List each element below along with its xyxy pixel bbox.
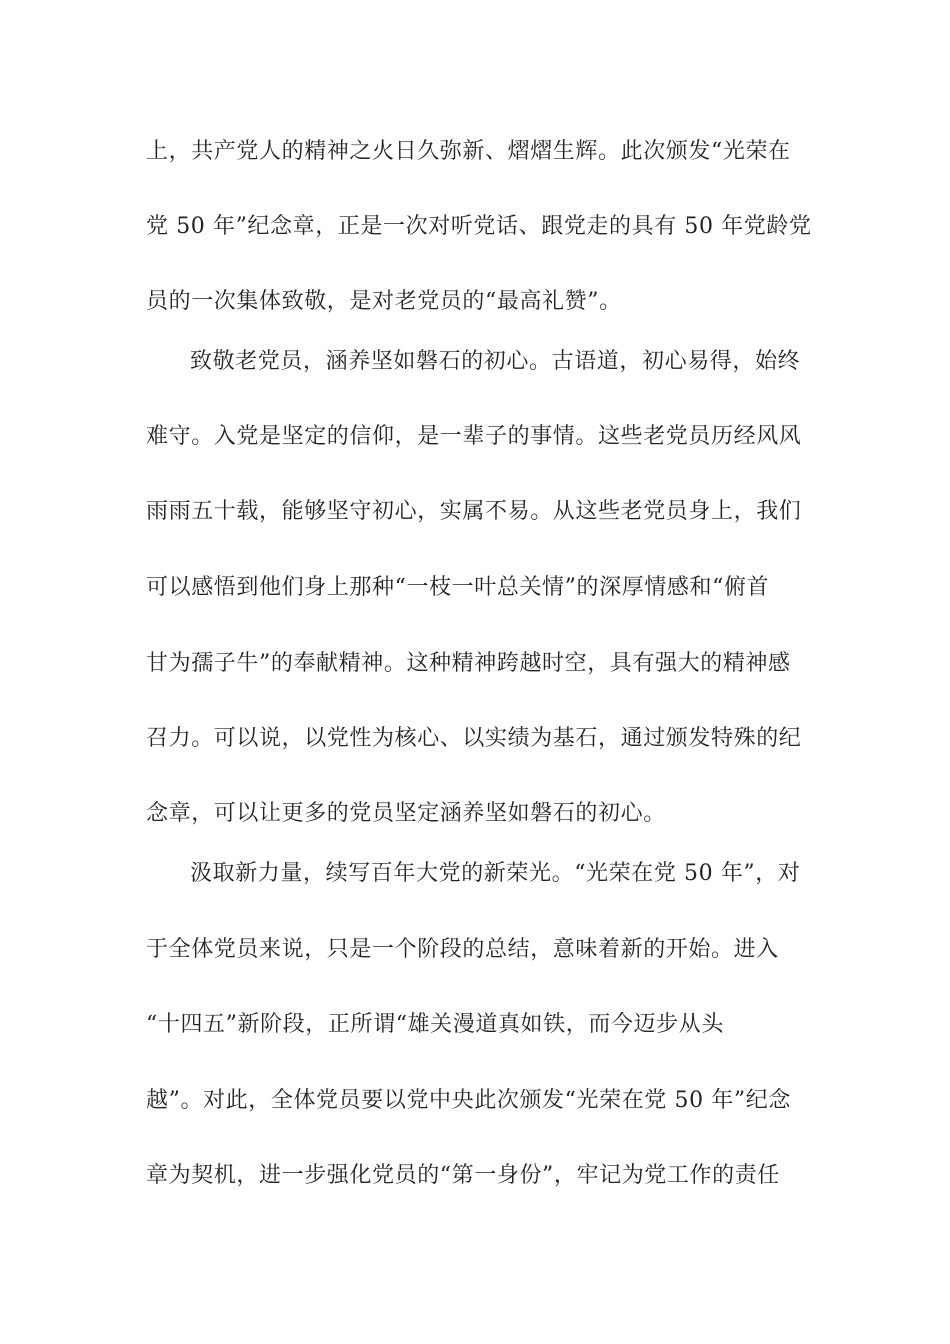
text-line: 上，共产党人的精神之火日久弥新、熠熠生辉。此次颁发“光荣在 [146, 139, 791, 164]
text-line: 章为契机，进一步强化党员的“第一身份”，牢记为党工作的责任 [146, 1163, 780, 1188]
text-line: 召力。可以说，以党性为核心、以实绩为基石，通过颁发特殊的纪 [146, 726, 802, 751]
text-line: 员的一次集体致敬，是对老党员的“最高礼赞”。 [146, 289, 622, 314]
text-line: 于全体党员来说，只是一个阶段的总结，意味着新的开始。进入 [146, 937, 779, 962]
text-line: 可以感悟到他们身上那种“一枝一叶总关情”的深厚情感和“俯首 [146, 575, 770, 600]
paragraph-start-line: 致敬老党员，涵养坚如磐石的初心。古语道，初心易得，始终 [190, 349, 801, 374]
paragraph-start-line: 汲取新力量，续写百年大党的新荣光。“光荣在党 50 年”，对 [190, 861, 801, 886]
text-line: 越”。对此，全体党员要以党中央此次颁发“光荣在党 50 年”纪念 [146, 1088, 791, 1113]
text-line: 甘为孺子牛”的奉献精神。这种精神跨越时空，具有强大的精神感 [146, 651, 791, 676]
text-line: “十四五”新阶段，正所谓“雄关漫道真如铁，而今迈步从头 [146, 1012, 724, 1037]
text-line: 难守。入党是坚定的信仰，是一辈子的事情。这些老党员历经风风 [146, 424, 802, 449]
text-line: 党 50 年”纪念章，正是一次对听党话、跟党走的具有 50 年党龄党 [146, 214, 812, 239]
text-line: 念章，可以让更多的党员坚定涵养坚如磐石的初心。 [146, 801, 666, 826]
text-line: 雨雨五十载，能够坚守初心，实属不易。从这些老党员身上，我们 [146, 499, 802, 524]
